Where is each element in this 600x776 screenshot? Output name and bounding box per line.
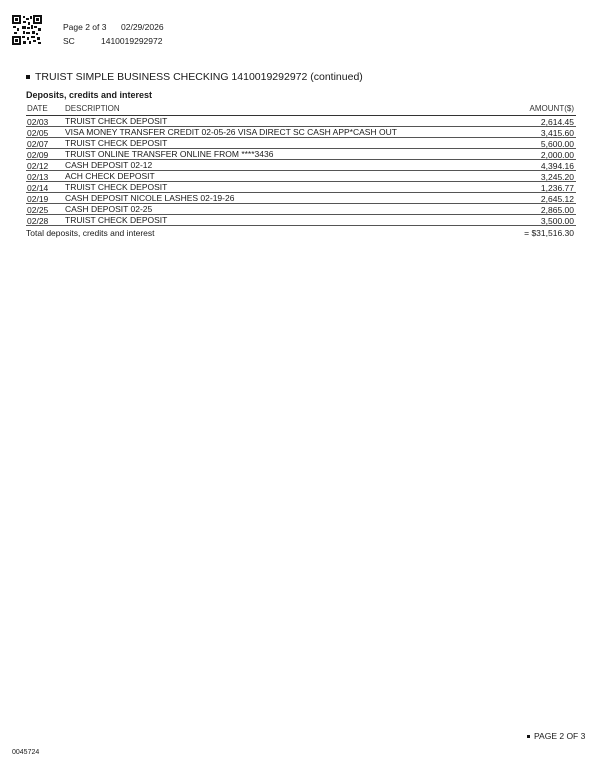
total-amount: = $31,516.30 [524, 228, 574, 238]
table-header [26, 104, 576, 116]
row-description: ACH CHECK DEPOSIT [65, 171, 155, 181]
row-amount: 2,000.00 [540, 150, 574, 160]
row-description: CASH DEPOSIT NICOLE LASHES 02-19-26 [65, 193, 235, 203]
table-row [26, 138, 576, 149]
row-amount: 1,236.77 [540, 183, 574, 193]
row-date: 02/03 [27, 117, 49, 127]
row-description: TRUIST CHECK DEPOSIT [65, 116, 168, 126]
deposits-table [26, 104, 576, 240]
row-description: TRUIST ONLINE TRANSFER ONLINE FROM ****3436 [65, 149, 274, 159]
barcode-icon [12, 15, 42, 45]
row-date: 02/14 [27, 183, 49, 193]
table-row [26, 127, 576, 138]
table-row [26, 204, 576, 215]
table-row [26, 193, 576, 204]
account-number: 1410019292972 [101, 36, 163, 46]
row-description: TRUIST CHECK DEPOSIT [65, 215, 168, 225]
table-row [26, 182, 576, 193]
account-title [26, 71, 363, 83]
total-row [26, 228, 576, 240]
row-amount: 2,645.12 [540, 194, 574, 204]
row-amount: 4,394.16 [540, 161, 574, 171]
table-row [26, 116, 576, 127]
table-row [26, 149, 576, 160]
page-indicator: Page 2 of 3 [63, 22, 107, 32]
table-row [26, 215, 576, 226]
row-date: 02/13 [27, 172, 49, 182]
row-date: 02/12 [27, 161, 49, 171]
row-amount: 2,614.45 [540, 117, 574, 127]
row-description: TRUIST CHECK DEPOSIT [65, 182, 168, 192]
row-amount: 3,245.20 [540, 172, 574, 182]
row-amount: 5,600.00 [540, 139, 574, 149]
row-date: 02/19 [27, 194, 49, 204]
row-amount: 2,865.00 [540, 205, 574, 215]
row-date: 02/05 [27, 128, 49, 138]
table-row [26, 160, 576, 171]
row-description: CASH DEPOSIT 02-25 [65, 204, 153, 214]
row-date: 02/09 [27, 150, 49, 160]
row-amount: 3,500.00 [540, 216, 574, 226]
column-header-date: DATE [27, 104, 48, 113]
footer-page-label: PAGE 2 OF 3 [534, 731, 586, 741]
account-title-text: TRUIST SIMPLE BUSINESS CHECKING 1410019292972 (continued) [35, 71, 363, 83]
column-header-amount: AMOUNT($) [529, 104, 574, 113]
bullet-icon [26, 75, 30, 79]
row-amount: 3,415.60 [540, 128, 574, 138]
state-code: SC [63, 36, 75, 46]
row-date: 02/25 [27, 205, 49, 215]
total-label: Total deposits, credits and interest [26, 228, 155, 238]
section-title: Deposits, credits and interest [26, 90, 153, 100]
row-description: VISA MONEY TRANSFER CREDIT 02-05-26 VISA DIRECT SC CASH APP*CASH OUT [65, 127, 397, 137]
row-description: CASH DEPOSIT 02-12 [65, 160, 153, 170]
row-date: 02/07 [27, 139, 49, 149]
table-row [26, 171, 576, 182]
row-date: 02/28 [27, 216, 49, 226]
statement-date: 02/29/2026 [121, 22, 164, 32]
document-code: 0045724 [12, 749, 40, 756]
footer-page-indicator [527, 731, 585, 741]
row-description: TRUIST CHECK DEPOSIT [65, 138, 168, 148]
bullet-icon [527, 735, 530, 738]
column-header-description: DESCRIPTION [65, 104, 120, 113]
